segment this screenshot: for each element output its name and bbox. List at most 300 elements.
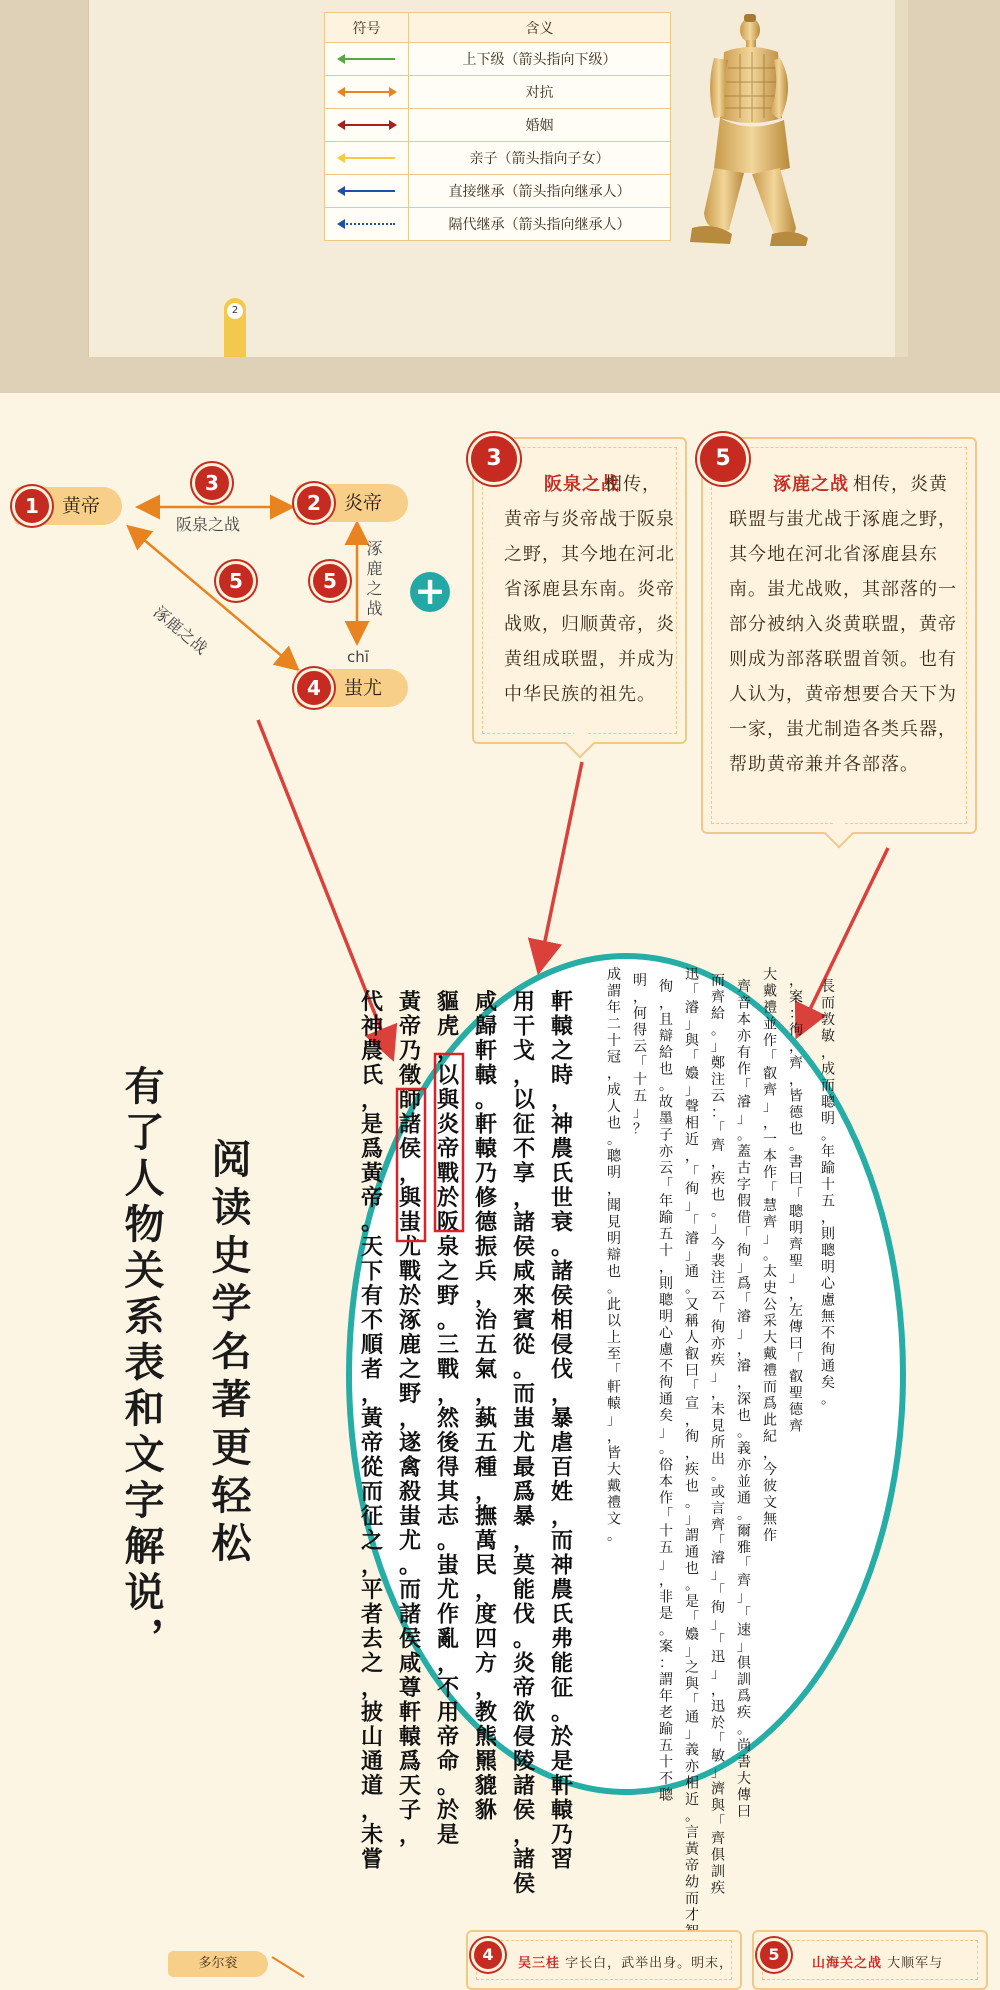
svg-text:三: 三 <box>436 1332 460 1358</box>
svg-text:野: 野 <box>436 1283 460 1309</box>
svg-text:帝: 帝 <box>360 1185 384 1211</box>
svg-text:，: ， <box>763 1445 777 1462</box>
node-number-badge: 1 <box>12 486 52 526</box>
svg-text:泉: 泉 <box>436 1234 460 1260</box>
svg-text:冠: 冠 <box>607 1049 621 1066</box>
edge-badge-banquan: 3 <box>192 463 232 503</box>
svg-text:疾: 疾 <box>737 1705 751 1721</box>
svg-text:萬: 萬 <box>474 1528 498 1554</box>
svg-text:。: 。 <box>512 1356 536 1383</box>
svg-text:濬: 濬 <box>685 1231 699 1247</box>
svg-text:」: 」 <box>711 1765 725 1781</box>
svg-text:殺: 殺 <box>398 1479 422 1505</box>
edge-badge-zhuolu-vertical: 5 <box>310 561 350 601</box>
svg-text:百: 百 <box>550 1454 574 1481</box>
node-name: 炎帝 <box>344 492 383 514</box>
svg-text:踰: 踰 <box>659 1721 673 1738</box>
svg-text:十: 十 <box>633 1072 647 1088</box>
svg-text:爲: 爲 <box>763 1396 777 1412</box>
svg-text:」: 」 <box>711 1567 725 1583</box>
svg-text:帝: 帝 <box>685 1858 699 1874</box>
svg-text:齊: 齊 <box>789 1055 803 1072</box>
svg-text:，: ， <box>474 1675 498 1701</box>
svg-text:禮: 禮 <box>763 1000 777 1016</box>
svg-text:「: 「 <box>789 1352 803 1369</box>
svg-text:」: 」 <box>685 1247 699 1264</box>
svg-text:」: 」 <box>685 1726 699 1742</box>
svg-text:嬝: 嬝 <box>685 1627 699 1643</box>
svg-text:，: ， <box>474 1577 498 1603</box>
svg-text:民: 民 <box>474 1552 498 1579</box>
svg-text:最: 最 <box>512 1454 536 1481</box>
svg-text:慮: 慮 <box>659 1342 673 1358</box>
svg-text:代: 代 <box>360 989 384 1015</box>
svg-text:戰: 戰 <box>398 1258 422 1285</box>
legend-row <box>325 109 671 142</box>
svg-text:無: 無 <box>763 1511 777 1528</box>
svg-text:羆: 羆 <box>474 1748 498 1775</box>
svg-text:云: 云 <box>633 1039 647 1055</box>
svg-text:聲: 聲 <box>685 1099 699 1115</box>
book-page-edge <box>895 0 908 357</box>
svg-text:濬: 濬 <box>737 1358 751 1375</box>
scan-note-column <box>685 967 700 1957</box>
svg-text:，: ， <box>737 1342 751 1358</box>
svg-text:注: 注 <box>711 1270 725 1286</box>
svg-text:，: ， <box>512 1822 536 1848</box>
svg-text:齊: 齊 <box>737 1573 751 1589</box>
svg-text:軒: 軒 <box>398 1699 422 1726</box>
svg-text:咸: 咸 <box>398 1650 422 1677</box>
svg-text:無: 無 <box>821 1309 835 1325</box>
svg-text:賓: 賓 <box>512 1307 536 1334</box>
svg-text:五: 五 <box>659 1226 673 1243</box>
svg-text:「: 「 <box>763 1181 777 1198</box>
svg-text:。: 。 <box>737 1127 751 1144</box>
svg-text:戰: 戰 <box>436 1356 460 1383</box>
node-yandi <box>296 484 408 522</box>
svg-text:故: 故 <box>659 1094 673 1111</box>
svg-text:亦: 亦 <box>711 1336 725 1352</box>
svg-text:作: 作 <box>763 1033 777 1049</box>
svg-text:諸: 諸 <box>512 1773 536 1799</box>
svg-text:辯: 辯 <box>659 1028 673 1045</box>
svg-text:鄭: 鄭 <box>711 1055 725 1072</box>
svg-text:，: ， <box>398 1160 422 1187</box>
card-text: 大顺军与 <box>887 1956 944 1971</box>
svg-text:方: 方 <box>474 1650 498 1677</box>
svg-text:轅: 轅 <box>398 1724 422 1750</box>
svg-text:來: 來 <box>512 1283 536 1309</box>
svg-text:見: 見 <box>607 1214 621 1231</box>
svg-text:」: 」 <box>633 1105 647 1121</box>
svg-text:然: 然 <box>436 1405 460 1432</box>
svg-text:，: ， <box>360 1675 384 1701</box>
svg-text:謂: 謂 <box>685 1528 699 1544</box>
svg-text:「: 「 <box>711 1583 725 1600</box>
svg-text:義: 義 <box>737 1441 751 1457</box>
svg-text:平: 平 <box>360 1577 384 1603</box>
svg-text:蚩: 蚩 <box>398 1209 422 1236</box>
svg-text:十: 十 <box>821 1177 835 1193</box>
svg-text:農: 農 <box>550 1136 574 1162</box>
svg-text:者: 者 <box>360 1356 384 1383</box>
card-banquan <box>472 437 687 744</box>
svg-text:。: 。 <box>659 1622 673 1639</box>
svg-text:。: 。 <box>685 1495 699 1511</box>
svg-text:雅: 雅 <box>737 1540 751 1556</box>
scan-note-column <box>763 966 778 1544</box>
svg-text:云: 云 <box>711 1286 725 1303</box>
svg-text:。: 。 <box>685 1280 699 1297</box>
svg-text:云: 云 <box>659 1160 673 1177</box>
svg-text:人: 人 <box>685 1330 699 1346</box>
svg-text:於: 於 <box>550 1724 574 1750</box>
svg-text:十: 十 <box>607 1033 621 1049</box>
svg-text:大: 大 <box>763 1330 777 1346</box>
legend-symbol-cell <box>325 175 409 208</box>
svg-text:通: 通 <box>659 1391 673 1408</box>
svg-text:古: 古 <box>737 1160 751 1177</box>
svg-text:給: 給 <box>711 1006 725 1022</box>
svg-text:明: 明 <box>607 1231 621 1247</box>
legend-row <box>325 142 671 175</box>
svg-text:「: 「 <box>659 1507 673 1523</box>
svg-text:之: 之 <box>550 1038 574 1064</box>
svg-text:明: 明 <box>633 973 647 989</box>
svg-text:」: 」 <box>737 1259 751 1276</box>
svg-text:」: 」 <box>685 1198 699 1214</box>
svg-text:與: 與 <box>685 1676 699 1693</box>
svg-text:聰: 聰 <box>821 1094 835 1111</box>
svg-text:兵: 兵 <box>474 1258 498 1285</box>
legend-symbol-cell <box>325 208 409 241</box>
card-number-badge: 5 <box>757 1938 791 1972</box>
svg-text:」: 」 <box>737 1111 751 1127</box>
card-text: 字长白，武举出身。明末， <box>565 1956 734 1971</box>
svg-text:轅: 轅 <box>550 1013 574 1040</box>
svg-text:通: 通 <box>685 1709 699 1726</box>
svg-text:暴: 暴 <box>512 1503 536 1530</box>
svg-text:「: 「 <box>685 1610 699 1627</box>
svg-text:齊: 齊 <box>763 1082 777 1099</box>
svg-text:戴: 戴 <box>763 1346 777 1363</box>
svg-text:歸: 歸 <box>474 1013 498 1040</box>
svg-text:言: 言 <box>685 1825 699 1841</box>
scan-note-column <box>607 966 622 1544</box>
svg-text:濬: 濬 <box>685 1000 699 1016</box>
svg-text:此: 此 <box>607 1297 621 1313</box>
legend-arrow-icon <box>339 124 395 126</box>
svg-text:征: 征 <box>360 1503 384 1530</box>
svg-text:，: ， <box>607 1181 621 1198</box>
svg-text:皆: 皆 <box>789 1088 803 1105</box>
svg-text:於: 於 <box>398 1283 422 1309</box>
svg-text:戴: 戴 <box>607 1478 621 1495</box>
svg-text:濬: 濬 <box>737 1309 751 1325</box>
svg-text:德: 德 <box>789 1402 803 1418</box>
svg-text:轅: 轅 <box>607 1396 621 1412</box>
svg-text:五: 五 <box>474 1430 498 1456</box>
svg-text:成: 成 <box>607 967 621 983</box>
svg-text:侵: 侵 <box>512 1724 536 1750</box>
svg-text:」: 」 <box>711 1220 725 1237</box>
svg-text:。: 。 <box>763 1247 777 1264</box>
svg-text:心: 心 <box>659 1325 673 1342</box>
svg-text:「: 「 <box>685 1165 699 1181</box>
bottom-arrow <box>270 1955 310 1979</box>
svg-text:，: ， <box>763 1115 777 1132</box>
svg-text:命: 命 <box>436 1748 460 1775</box>
svg-text:，: ， <box>512 1528 536 1554</box>
svg-text:四: 四 <box>474 1626 498 1652</box>
svg-text:慧: 慧 <box>763 1198 777 1214</box>
svg-text:帝: 帝 <box>398 1013 422 1040</box>
svg-text:與: 與 <box>711 1798 725 1814</box>
svg-text:亦: 亦 <box>659 1144 673 1160</box>
svg-text:乃: 乃 <box>398 1038 422 1064</box>
svg-text:。: 。 <box>550 1699 574 1726</box>
svg-text:」: 」 <box>737 1325 751 1342</box>
svg-text:修: 修 <box>474 1185 498 1211</box>
svg-text:也: 也 <box>607 1264 621 1280</box>
edge-label-zhuolu-diagonal: 涿鹿之战 <box>149 602 212 659</box>
svg-text:度: 度 <box>474 1601 498 1628</box>
svg-text:，: ， <box>398 1405 422 1432</box>
svg-text:「: 「 <box>711 1303 725 1319</box>
svg-text:或: 或 <box>711 1484 725 1501</box>
svg-text:軒: 軒 <box>550 1773 574 1799</box>
svg-text:氏: 氏 <box>550 1601 574 1628</box>
svg-text:氣: 氣 <box>474 1356 498 1383</box>
svg-text:亦: 亦 <box>685 1759 699 1775</box>
svg-text:，: ， <box>659 1573 673 1589</box>
svg-text:聰: 聰 <box>659 1292 673 1309</box>
svg-text:，: ， <box>512 1185 536 1211</box>
svg-text:。: 。 <box>737 1721 751 1738</box>
svg-text:軒: 軒 <box>474 1038 498 1064</box>
svg-text:貅: 貅 <box>474 1797 498 1824</box>
svg-text:欲: 欲 <box>512 1699 536 1726</box>
svg-text:之: 之 <box>360 1528 384 1554</box>
svg-text:得: 得 <box>436 1454 460 1481</box>
svg-text:，: ， <box>685 1148 699 1165</box>
node-number-badge: 2 <box>294 483 334 523</box>
svg-text:治: 治 <box>474 1307 498 1334</box>
card-number-badge: 3 <box>468 433 520 485</box>
card-title: 阪泉之战 <box>544 474 620 495</box>
svg-text:。: 。 <box>360 1209 384 1236</box>
svg-text:未: 未 <box>360 1822 384 1848</box>
svg-text:「: 「 <box>633 1055 647 1072</box>
node-huangdi <box>14 487 122 525</box>
svg-text:踰: 踰 <box>659 1210 673 1226</box>
svg-text:徇: 徇 <box>737 1243 751 1259</box>
svg-text:本: 本 <box>737 1012 751 1028</box>
svg-text:曰: 曰 <box>685 1363 699 1379</box>
node-name: 蚩尤 <box>344 677 383 699</box>
svg-text:徇: 徇 <box>821 1342 835 1358</box>
svg-text:尤: 尤 <box>436 1577 460 1603</box>
svg-text:今: 今 <box>763 1462 777 1478</box>
svg-text:，: ， <box>659 1259 673 1276</box>
scan-main-column <box>361 989 384 1873</box>
svg-text:通: 通 <box>821 1358 835 1375</box>
svg-text:近: 近 <box>685 1132 699 1148</box>
scan-main-column <box>513 989 537 1897</box>
svg-text:也: 也 <box>685 1478 699 1495</box>
svg-text:」: 」 <box>659 1424 673 1441</box>
svg-text:五: 五 <box>633 1088 647 1105</box>
svg-text:。: 。 <box>398 1552 422 1579</box>
svg-text:」: 」 <box>659 1556 673 1573</box>
svg-text:齊: 齊 <box>711 1138 725 1154</box>
svg-text:鹿: 鹿 <box>398 1332 422 1358</box>
svg-text:齊: 齊 <box>711 989 725 1006</box>
scan-note-column <box>659 979 674 1804</box>
svg-text:炎: 炎 <box>436 1111 460 1138</box>
svg-text:」: 」 <box>763 1231 777 1247</box>
svg-text:明: 明 <box>821 1259 835 1276</box>
svg-text:辯: 辯 <box>607 1247 621 1264</box>
svg-text:作: 作 <box>436 1601 460 1628</box>
svg-text:「: 「 <box>711 1121 725 1138</box>
svg-text:年: 年 <box>659 1193 673 1210</box>
svg-text:「: 「 <box>737 1078 751 1094</box>
legend-header-symbol: 符号 <box>325 13 409 43</box>
svg-text:俱: 俱 <box>711 1847 725 1864</box>
svg-text:曰: 曰 <box>737 1804 751 1820</box>
svg-text:於: 於 <box>436 1185 460 1211</box>
svg-text:莫: 莫 <box>512 1552 536 1579</box>
svg-text:，: ， <box>789 1286 803 1303</box>
svg-text:墨: 墨 <box>659 1111 673 1127</box>
svg-text:蚩: 蚩 <box>398 1503 422 1530</box>
node-name: 黄帝 <box>62 495 101 517</box>
card-text: 相传，炎黄联盟与蚩尤战于涿鹿之野，其今地在河北省涿鹿县东南。蚩尤战败，其部落的一部分被纳入炎黄联盟，黄帝则成为部落联盟首领。也有人认为，黄帝想要合天下为一家，蚩尤制造各类兵器，帮助黄帝兼并各部落。 <box>729 474 957 775</box>
svg-text:傳: 傳 <box>737 1787 751 1804</box>
svg-text:不: 不 <box>821 1325 835 1342</box>
legend-header-meaning: 含义 <box>409 13 671 43</box>
svg-text:，: ， <box>685 1445 699 1462</box>
svg-text:天: 天 <box>360 1234 384 1260</box>
svg-text:」: 」 <box>685 1082 699 1099</box>
svg-text:叡: 叡 <box>763 1066 777 1082</box>
svg-text:通: 通 <box>685 1264 699 1280</box>
svg-text:。: 。 <box>737 1507 751 1523</box>
svg-text:見: 見 <box>711 1418 725 1435</box>
svg-text:十: 十 <box>659 1754 673 1771</box>
svg-text:以: 以 <box>607 1313 621 1330</box>
svg-text:「: 「 <box>685 983 699 1000</box>
svg-text:不: 不 <box>360 1307 384 1334</box>
svg-text:通: 通 <box>685 1544 699 1561</box>
svg-text:案: 案 <box>659 1639 673 1655</box>
svg-text:軒: 軒 <box>474 1111 498 1138</box>
scan-main-column <box>474 989 498 1824</box>
svg-text:今: 今 <box>711 1237 725 1253</box>
scanned-page <box>352 959 900 1924</box>
svg-text:書: 書 <box>789 1154 803 1171</box>
svg-text:徇: 徇 <box>659 1375 673 1391</box>
svg-text:疾: 疾 <box>711 1171 725 1187</box>
svg-text:「: 「 <box>737 1292 751 1309</box>
svg-text:嬝: 嬝 <box>685 1066 699 1082</box>
svg-text:教: 教 <box>474 1699 498 1726</box>
svg-text:徇: 徇 <box>685 1181 699 1198</box>
svg-text:不: 不 <box>659 1358 673 1375</box>
svg-text:」: 」 <box>685 1511 699 1528</box>
legend-row <box>325 208 671 241</box>
svg-text:山: 山 <box>360 1724 384 1750</box>
svg-text:年: 年 <box>821 1144 835 1160</box>
svg-text:濟: 濟 <box>711 1781 725 1798</box>
svg-text:心: 心 <box>821 1276 835 1292</box>
svg-text:，: ， <box>360 1797 384 1824</box>
chi-pinyin: chī <box>347 648 369 666</box>
svg-text:徇: 徇 <box>711 1319 725 1336</box>
svg-text:公: 公 <box>763 1297 777 1313</box>
svg-text:。: 。 <box>685 1808 699 1825</box>
svg-text:」: 」 <box>737 1589 751 1606</box>
legend-meaning: 对抗 <box>409 76 671 109</box>
svg-text:侯: 侯 <box>512 1871 536 1897</box>
svg-text:矣: 矣 <box>821 1375 835 1391</box>
legend-arrow-icon <box>339 91 395 93</box>
svg-text:五: 五 <box>474 1332 498 1358</box>
svg-text:成: 成 <box>821 1061 835 1078</box>
svg-text:軒: 軒 <box>607 1379 621 1396</box>
svg-text:神: 神 <box>550 1552 574 1579</box>
svg-text:炎: 炎 <box>512 1650 536 1677</box>
svg-text:戈: 戈 <box>512 1038 536 1064</box>
svg-text:注: 注 <box>711 1072 725 1088</box>
svg-text:諸: 諸 <box>398 1111 422 1138</box>
svg-text:咸: 咸 <box>512 1258 536 1285</box>
svg-text:弗: 弗 <box>550 1626 574 1652</box>
svg-text:」: 」 <box>789 1270 803 1286</box>
svg-text:爲: 爲 <box>398 1748 422 1775</box>
svg-text:黃: 黃 <box>360 1160 384 1187</box>
svg-text:尤: 尤 <box>398 1234 422 1260</box>
svg-text:。: 。 <box>711 1022 725 1039</box>
svg-text:。: 。 <box>821 1391 835 1408</box>
svg-text:訓: 訓 <box>737 1672 751 1688</box>
svg-text:。: 。 <box>607 1528 621 1544</box>
svg-text:」: 」 <box>685 1016 699 1033</box>
svg-text:天: 天 <box>398 1773 422 1799</box>
legend-symbol-cell <box>325 142 409 175</box>
svg-text:也: 也 <box>685 1561 699 1577</box>
svg-text:，: ， <box>711 1154 725 1171</box>
svg-text:尤: 尤 <box>512 1430 536 1456</box>
svg-text:而: 而 <box>512 1381 536 1407</box>
svg-text:乃: 乃 <box>474 1160 498 1187</box>
svg-text:聖: 聖 <box>789 1253 803 1270</box>
svg-text:紀: 紀 <box>763 1429 777 1445</box>
card-text: 相传，黄帝与炎帝战于阪泉之野，其今地在河北省涿鹿县东南。炎帝战败，归顺黄帝，炎黄组成联盟，并成为中华民族的祖先。 <box>504 474 675 705</box>
svg-text:叡: 叡 <box>789 1369 803 1385</box>
svg-text:而: 而 <box>821 995 835 1012</box>
svg-text:伐: 伐 <box>550 1356 574 1383</box>
svg-text:蚩: 蚩 <box>436 1552 460 1579</box>
svg-text:也: 也 <box>711 1187 725 1204</box>
svg-text:「: 「 <box>685 1214 699 1231</box>
svg-text:得: 得 <box>633 1022 647 1039</box>
svg-text:」: 」 <box>763 1099 777 1115</box>
svg-text:衰: 衰 <box>550 1209 574 1236</box>
legend-meaning: 亲子（箭头指向子女） <box>409 142 671 175</box>
